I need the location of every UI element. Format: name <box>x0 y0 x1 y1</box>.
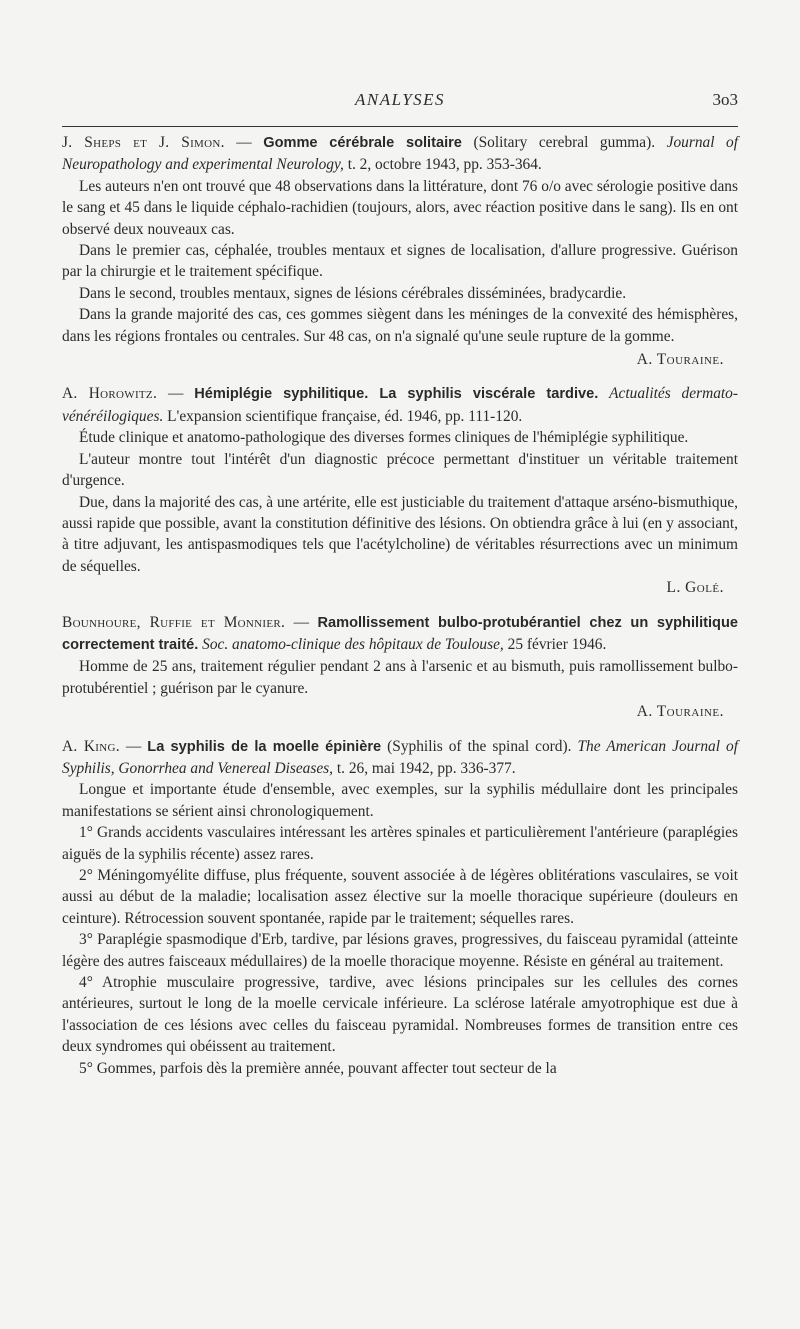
bibliographic-reference: J. Sheps et J. Simon. — Gomme cérébrale solitaire (Solitary cerebral gumma). Journal of Neuropathology and experimental Neurology, t. 2, octobre 1943, pp. 353-364. <box>62 134 738 174</box>
authors: J. Sheps et J. Simon. <box>62 134 225 151</box>
reviewer-signature: L. Golé. <box>666 579 724 597</box>
reviewer-signature: A. Touraine. <box>636 351 724 369</box>
paragraph: Les auteurs n'en ont trouvé que 48 observations dans la littérature, dont 76 o/o avec sérologie positive dans le sang et 45 dans le liquide céphalo-rachidien (toujours, alors, avec réaction positive dans le sang). Ils en ont observé deux nouveaux cas. <box>62 177 738 238</box>
review-entry <box>62 612 738 723</box>
paragraph: Dans le second, troubles mentaux, signes de lésions cérébrales disséminées, bradycardie. <box>79 284 627 302</box>
page-body <box>62 132 738 1092</box>
journal-name: Soc. anatomo-clinique des hôpitaux de Toulouse, <box>202 635 504 653</box>
bibliographic-reference: Bounhoure, Ruffie et Monnier. — Ramollissement bulbo-protubérantiel chez un syphilitique correctement traité. Soc. anatomo-clinique des hôpitaux de Toulouse, 25 février 1946. <box>62 613 738 653</box>
running-title: ANALYSES <box>354 90 446 109</box>
authors: A. Horowitz. <box>62 385 158 403</box>
citation: t. 26, mai 1942, pp. 336-377. <box>333 759 516 777</box>
paragraph: Dans le premier cas, céphalée, troubles mentaux et signes de localisation, d'allure progressive. Guérison par la chirurgie et le traitement spécifique. <box>62 242 738 281</box>
paragraph: Étude clinique et anatomo-pathologique des diverses formes cliniques de l'hémiplégie syphilitique. <box>79 429 689 447</box>
paragraph: Homme de 25 ans, traitement régulier pendant 2 ans à l'arsenic et au bismuth, puis ramollissement bulbo-protubérentiel ; guérison par le cyanure. <box>62 658 738 697</box>
article-title: Ramollissement bulbo-protubérantiel chez un syphilitique correctement traité. <box>62 614 738 653</box>
journal-name: Actualités dermato-vénéréilogiques. <box>62 385 738 425</box>
paragraph: 1° Grands accidents vasculaires intéressant les artères spinales et particulièrement l'antérieure (paraplégies aiguës de la syphilis récente) assez rares. <box>62 824 738 863</box>
page-header <box>62 88 738 127</box>
review-entry <box>62 132 738 370</box>
paragraph: Dans la grande majorité des cas, ces gommes siègent dans les méninges de la convexité des hémisphères, dans les régions frontales ou centrales. Sur 48 cas, on n'a signalé qu'une seule rupture de la gomme. <box>62 306 738 345</box>
paragraph: L'auteur montre tout l'intérêt d'un diagnostic précoce permettant d'instituer un véritable traitement d'urgence. <box>62 450 738 490</box>
article-title: La syphilis de la moelle épinière <box>147 738 382 755</box>
page-number: 3o3 <box>712 90 738 109</box>
authors: Bounhoure, Ruffie et Monnier. <box>62 613 286 631</box>
review-entry <box>62 383 738 598</box>
bibliographic-reference: A. King. — La syphilis de la moelle épinière (Syphilis of the spinal cord). The American Journal of Syphilis, Gonorrhea and Venereal Diseases, t. 26, mai 1942, pp. 336-377. <box>62 737 738 777</box>
article-title: Hémiplégie syphilitique. La syphilis viscérale tardive. <box>194 386 599 403</box>
reviewer-signature: A. Touraine. <box>636 703 724 721</box>
paragraph: 4° Atrophie musculaire progressive, tardive, avec lésions principales sur les cellules des cornes antérieures, surtout le long de la moelle cervicale inférieure. La sclérose latérale amyotrophique est due à l'association de ces lésions avec celles du faisceau pyramidal. Nombreuses formes de transition entre ces deux syndromes qui obéissent au traitement. <box>62 974 738 1056</box>
journal-name: The American Journal of Syphilis, Gonorrhea and Venereal Diseases, <box>62 737 738 777</box>
paragraph: 2° Méningomyélite diffuse, plus fréquente, souvent associée à de légères oblitérations vasculaires, se voit aussi au début de la maladie; localisation assez élective sur la moelle thoracique supérieure (douleurs en ceinture). Rétrocession souvent spontanée, rapide par le traitement; séquelles rares. <box>62 867 738 927</box>
paragraph: 5° Gommes, parfois dès la première année, pouvant affecter tout secteur de la <box>79 1059 557 1077</box>
paragraph: 3° Paraplégie spasmodique d'Erb, tardive, par lésions graves, progressives, du faisceau pyramidal (atteinte légère des autres faisceaux médullaires) de la moelle thoracique moyenne. Résiste en général au traitement. <box>62 931 738 970</box>
review-entry <box>62 736 738 1080</box>
article-title: Gomme cérébrale solitaire <box>263 135 462 151</box>
authors: A. King. <box>62 737 120 755</box>
paragraph: Longue et importante étude d'ensemble, avec exemples, sur la syphilis médullaire dont les principales manifestations se sérient ainsi chronologiquement. <box>62 781 738 820</box>
journal-name: Journal of Neuropathology and experimental Neurology, <box>62 134 738 174</box>
citation: 25 février 1946. <box>503 635 607 653</box>
bibliographic-reference: A. Horowitz. — Hémiplégie syphilitique. La syphilis viscérale tardive. Actualités dermato-vénéréilogiques. L'expansion scientifique française, éd. 1946, pp. 111-120. <box>62 385 738 425</box>
citation: t. 2, octobre 1943, pp. 353-364. <box>343 156 542 174</box>
citation: L'expansion scientifique française, éd. 1946, pp. 111-120. <box>163 407 523 425</box>
paragraph: Due, dans la majorité des cas, à une artérite, elle est justiciable du traitement d'attaque arséno-bismuthique, aussi rapide que possible, avant la constitution définitive des lésions. On obtiendra grâce à lui (en y associant, à titre adjuvant, les antispasmodiques tels que l'acétylcholine) de véritables résurrections avec un minimum de séquelles. <box>62 493 738 575</box>
